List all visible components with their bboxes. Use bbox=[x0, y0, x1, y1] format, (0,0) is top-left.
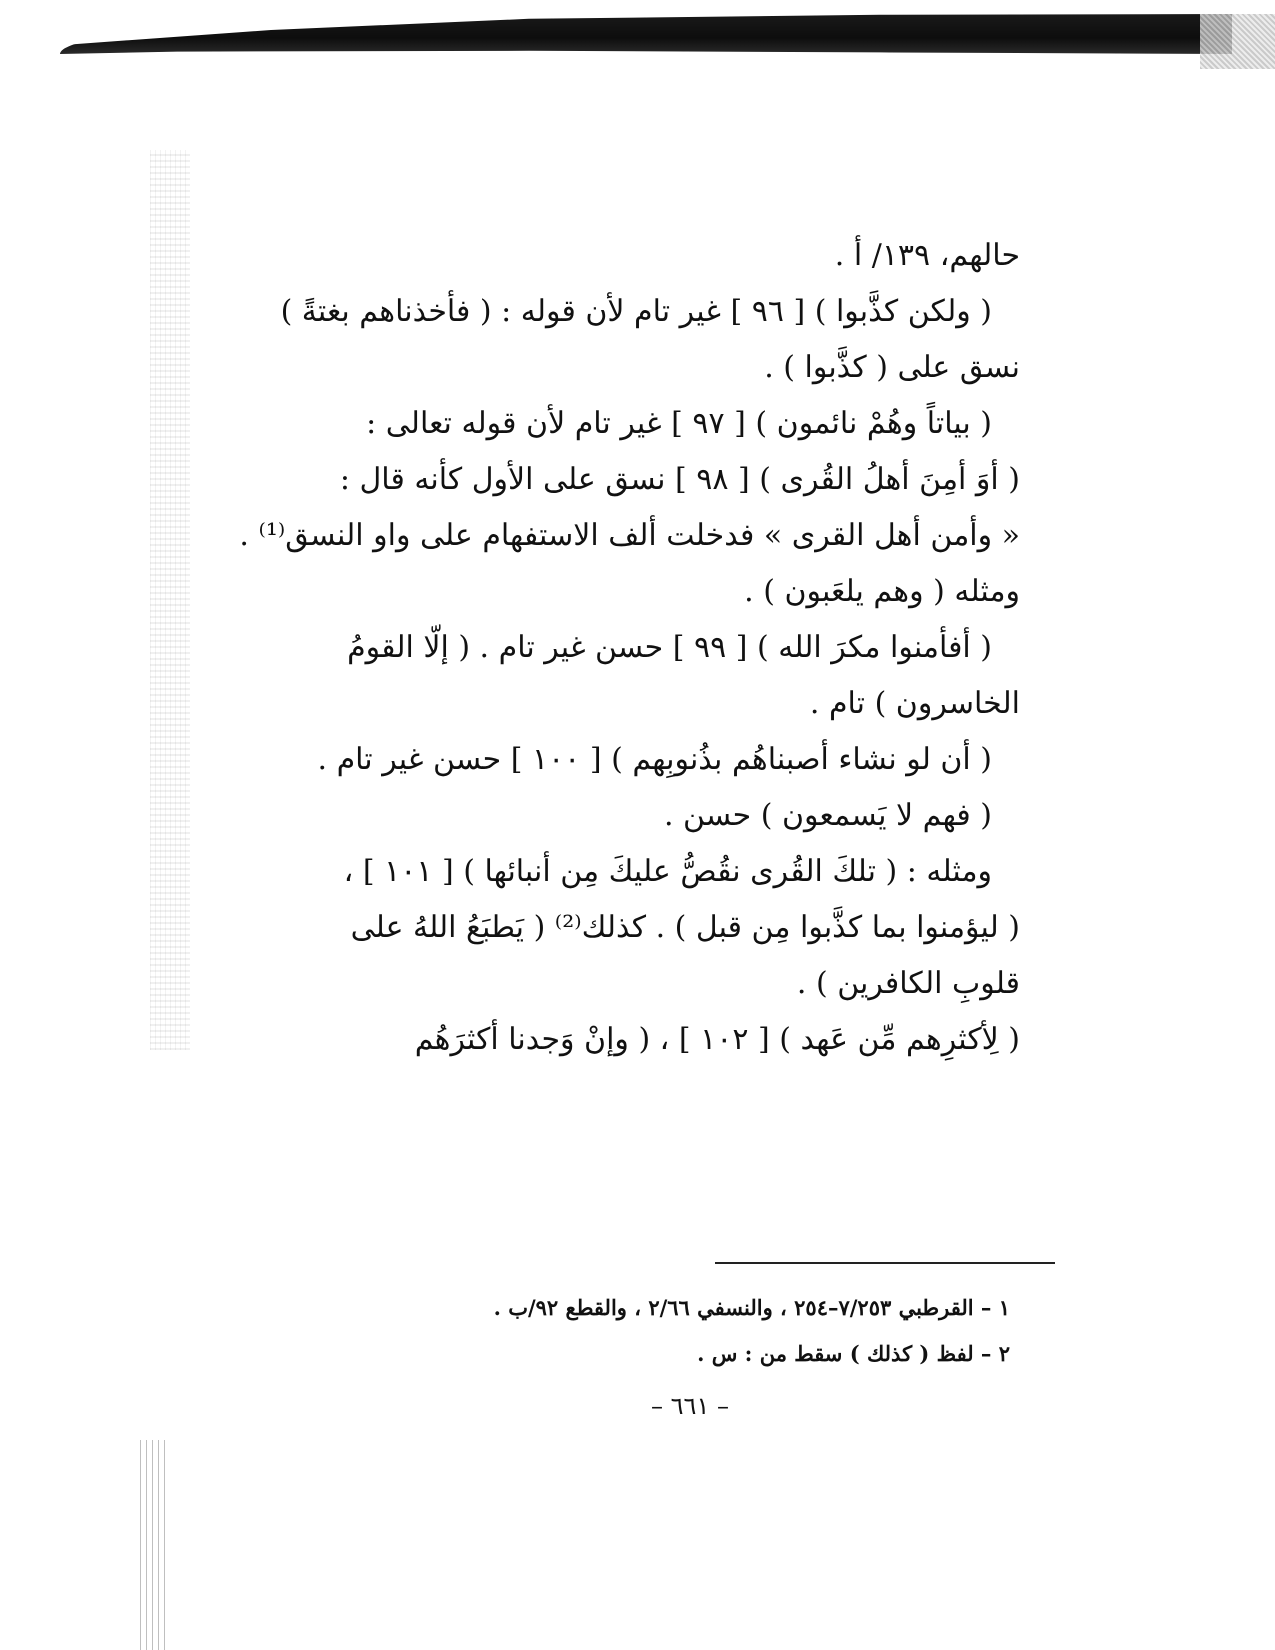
text-line: حالهم، ١٣٩/ أ . bbox=[834, 238, 1020, 273]
scan-left-margin-noise bbox=[150, 150, 190, 1050]
footnote-1: ١ – القرطبي ٧/٢٥٣–٢٥٤ ، والنسفي ٢/٦٦ ، والقطع ٩٢/ب . bbox=[493, 1295, 1010, 1320]
text-line: ( بياتاً وهُمْ نائمون ) [ ٩٧ ] غير تام لأن قوله تعالى : bbox=[366, 406, 992, 441]
scan-left-margin-lines bbox=[140, 1440, 165, 1650]
footnotes bbox=[360, 1285, 1010, 1377]
scan-top-band bbox=[60, 14, 1232, 54]
text-line: ( أوَ أمِنَ أهلُ القُرى ) [ ٩٨ ] نسق على الأول كأنه قال : bbox=[339, 462, 1020, 497]
footnote-separator bbox=[715, 1262, 1055, 1264]
text-line: ( أفأمنوا مكرَ الله ) [ ٩٩ ] حسن غير تام . ( إلّا القومُ bbox=[347, 630, 992, 665]
text-line: ( أن لو نشاء أصبناهُم بذُنوبِهم ) [ ١٠٠ ] حسن غير تام . bbox=[317, 742, 992, 777]
text-line: الخاسرون ) تام . bbox=[809, 686, 1020, 721]
text-line: ( ولكن كذَّبوا ) [ ٩٦ ] غير تام لأن قوله : ( فأخذناهم بغتةً ) bbox=[280, 294, 992, 329]
text-line: ( ليؤمنوا بما كذَّبوا مِن قبل ) . كذلك⁽²⁾ ( يَطبَعُ اللهُ على bbox=[350, 910, 1020, 945]
scan-corner-texture bbox=[1200, 14, 1275, 69]
main-text-block bbox=[239, 228, 1020, 1068]
text-line: « وأمن أهل القرى » فدخلت ألف الاستفهام على واو النسق⁽¹⁾ . bbox=[239, 518, 1020, 553]
footnote-2: ٢ – لفظ ( كذلك ) سقط من : س . bbox=[697, 1341, 1010, 1366]
text-line: ( فهم لا يَسمعون ) حسن . bbox=[663, 798, 992, 833]
text-line: ( لِأكثرِهم مِّن عَهد ) [ ١٠٢ ] ، ( وإنْ وَجدنا أكثرَهُم bbox=[414, 1022, 1020, 1057]
page-number: – ٦٦١ – bbox=[651, 1392, 729, 1420]
text-line: ومثله ( وهم يلعَبون ) . bbox=[744, 574, 1020, 609]
text-line: ومثله : ( تلكَ القُرى نقُصُّ عليكَ مِن أنبائها ) [ ١٠١ ] ، bbox=[343, 854, 992, 889]
text-line: قلوبِ الكافرين ) . bbox=[796, 966, 1020, 1001]
text-line: نسق على ( كذَّبوا ) . bbox=[764, 350, 1020, 385]
